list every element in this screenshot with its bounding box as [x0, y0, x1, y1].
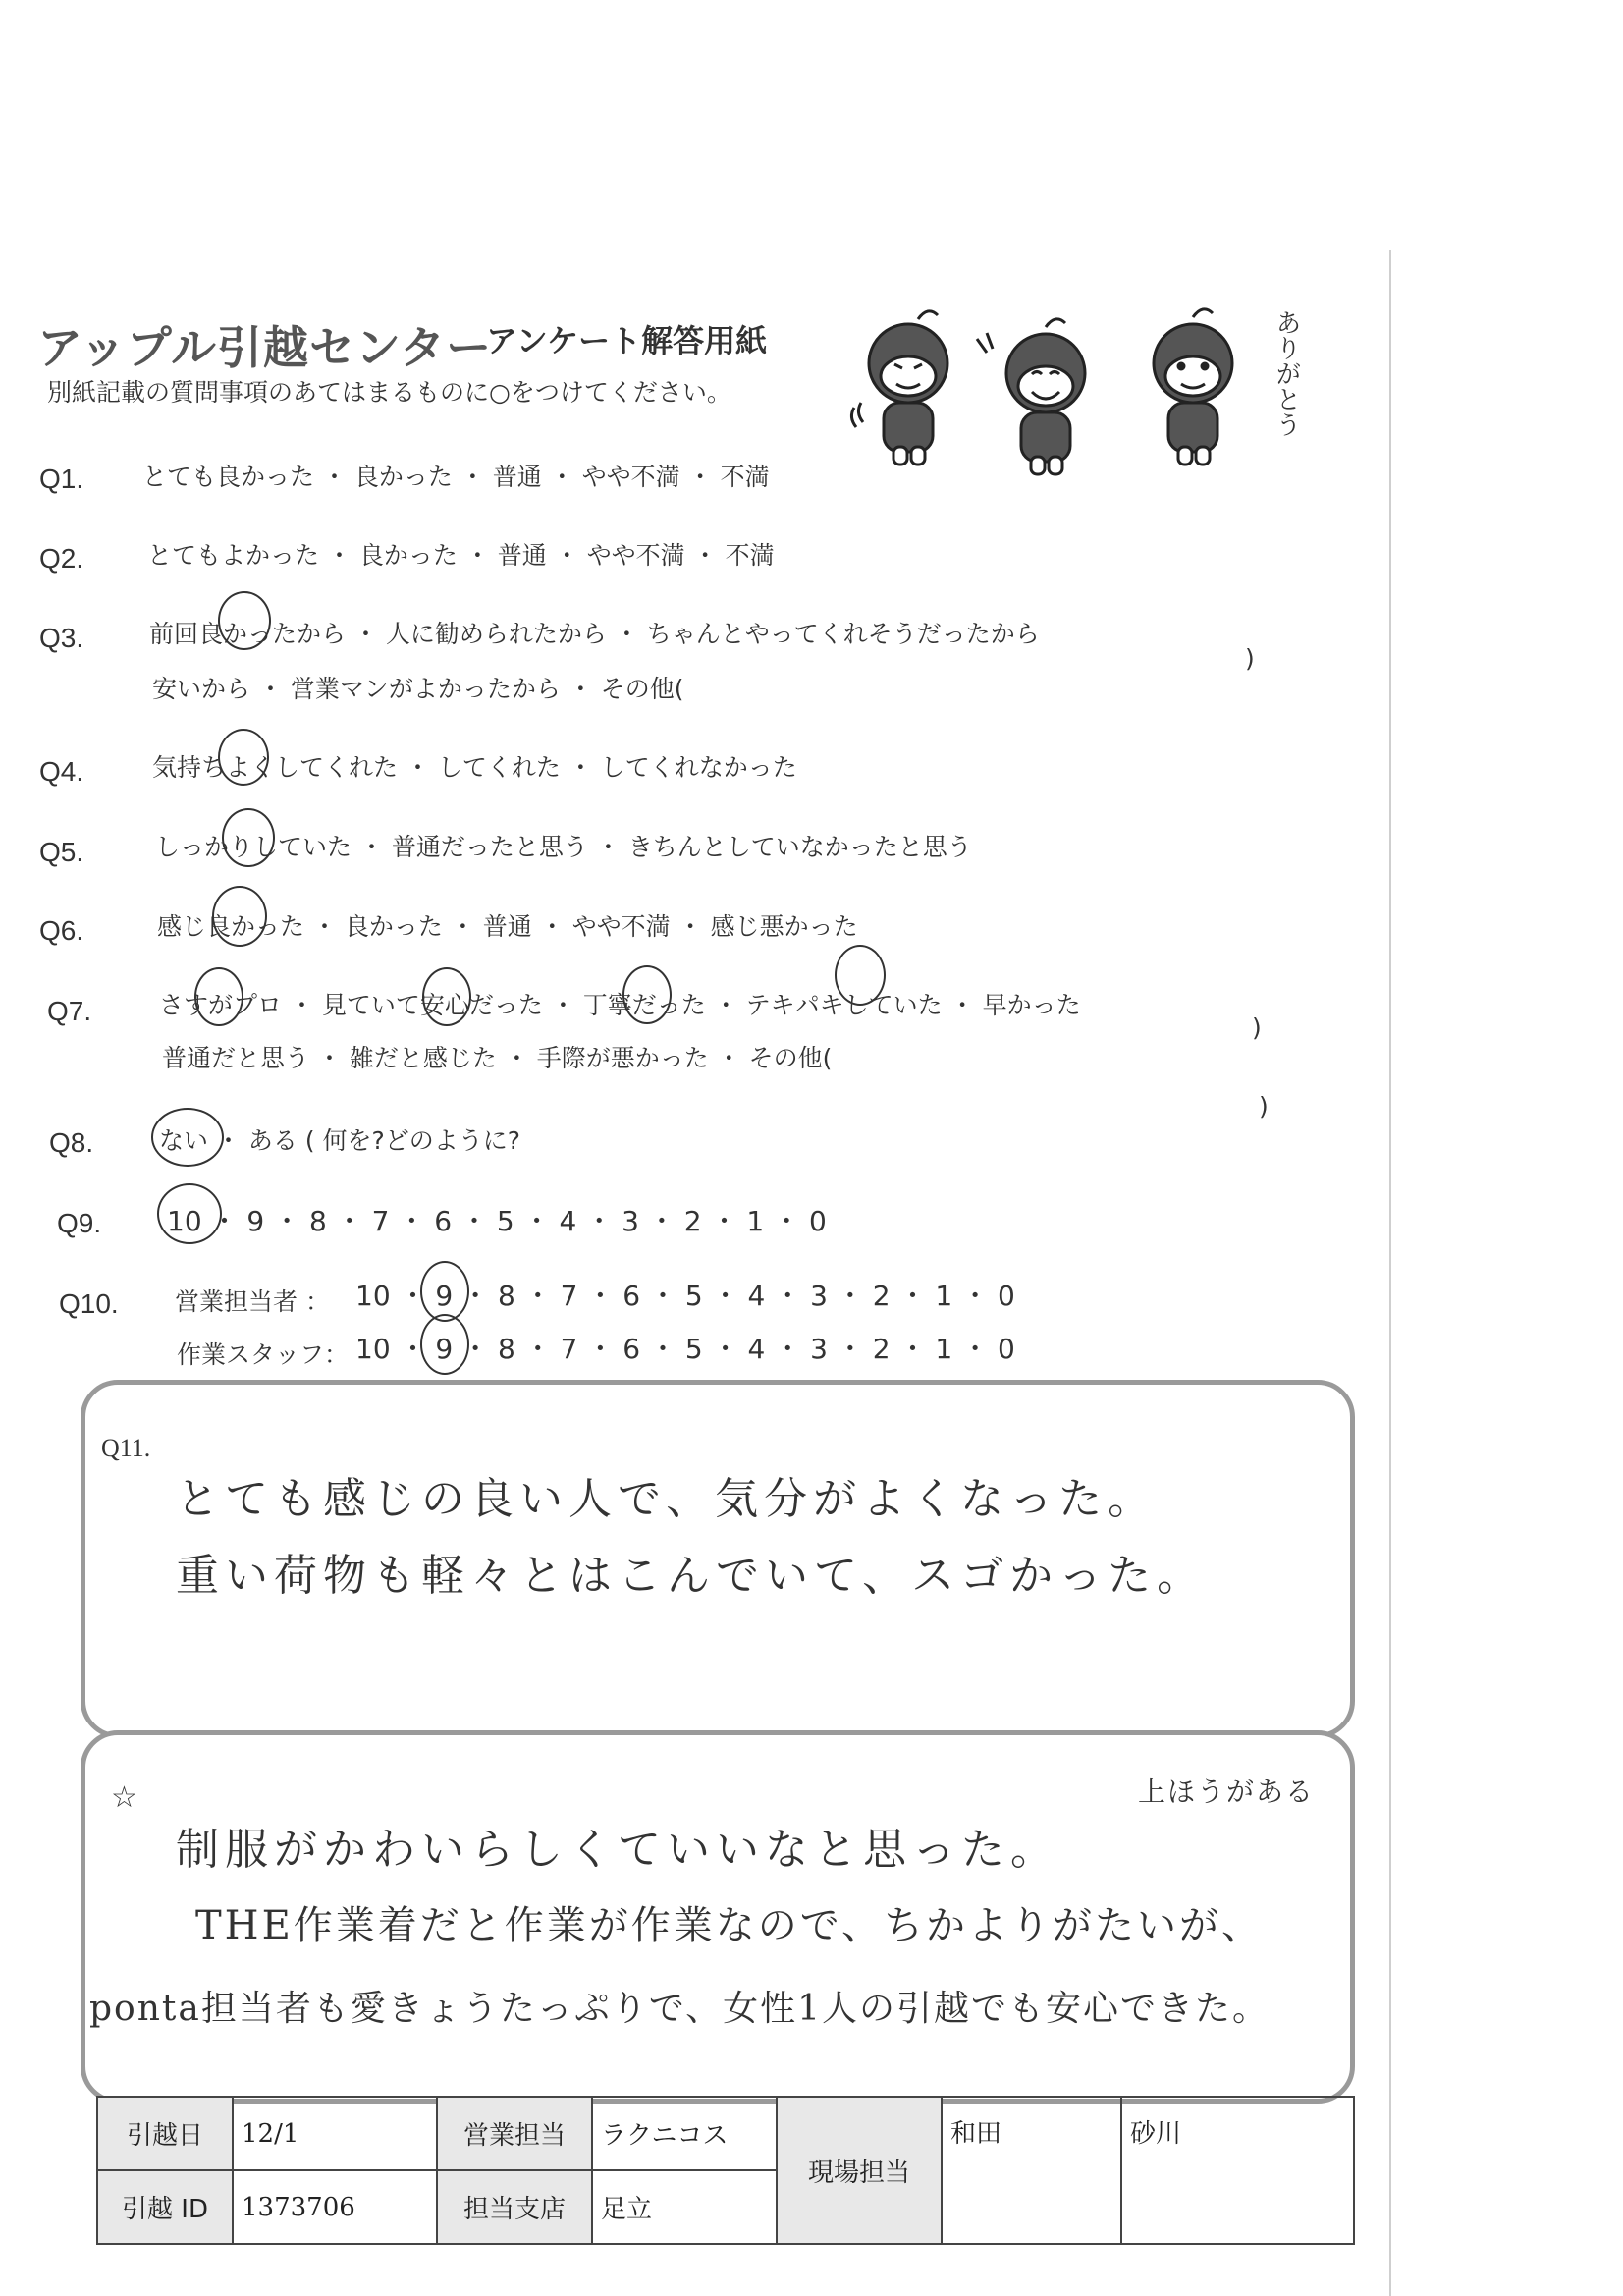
q7-answer-circle-3	[622, 965, 672, 1024]
q9-answer-circle	[157, 1183, 222, 1244]
q9-scale[interactable]: 10 ・ 9 ・ 8 ・ 7 ・ 6 ・ 5 ・ 4 ・ 3 ・ 2 ・ 1 ・ 0	[167, 1205, 827, 1237]
q3-close-paren: )	[1245, 644, 1255, 673]
instruction-text: 別紙記載の質問事項のあてはまるものに○をつけてください。	[47, 378, 731, 407]
q10-staff-scale[interactable]: 10 ・ 9 ・ 8 ・ 7 ・ 6 ・ 5 ・ 4 ・ 3 ・ 2 ・ 1 ・ 0	[355, 1333, 1015, 1365]
q7-label: Q7.	[47, 996, 92, 1026]
q6-answer-circle	[212, 886, 267, 947]
mascot-1	[851, 311, 947, 465]
q7-answer-circle-2	[422, 967, 471, 1026]
q6-label: Q6.	[39, 915, 84, 946]
free-comment-box[interactable]	[81, 1730, 1355, 2104]
mascot-2	[977, 319, 1085, 474]
q3-answer-circle	[218, 591, 271, 650]
q10-staff-answer-circle	[420, 1314, 469, 1375]
q10-label: Q10.	[59, 1288, 119, 1319]
sheet-title: アンケート解答用紙	[486, 322, 768, 359]
comment-handwriting-line3: ponta担当者も愛きょうたっぷりで、女性1人の引越でも安心できた。	[89, 1989, 1271, 2029]
q11-handwriting-line1: とても感じの良い人で、気分がよくなった。	[176, 1474, 1158, 1524]
mascot-illustration	[839, 300, 1311, 476]
mascot-caption: ありがとう	[1271, 309, 1301, 437]
q7-answer-circle-1	[194, 967, 243, 1026]
q10-sales-answer-circle	[420, 1261, 469, 1322]
q7-options-line2[interactable]: 普通だと思う ・ 雑だと感じた ・ 手際が悪かった ・ その他(	[162, 1044, 833, 1072]
comment-handwriting-line2: THE作業着だと作業が作業なので、ちかよりがたいが、	[195, 1903, 1264, 1948]
q7-options-line1[interactable]: さすがプロ ・ 見ていて安心だった ・ 丁寧だった ・ テキパキしていた ・ 早かった	[159, 991, 1081, 1019]
q10-sales-scale[interactable]: 10 ・ 9 ・ 8 ・ 7 ・ 6 ・ 5 ・ 4 ・ 3 ・ 2 ・ 1 ・ 0	[355, 1280, 1015, 1312]
q3-label: Q3.	[39, 623, 84, 653]
site-staff-1: 和田	[942, 2097, 1121, 2244]
q8-options[interactable]: ない ・ ある ( 何を?どのように?	[159, 1126, 521, 1155]
sales-label: 営業担当	[437, 2097, 592, 2170]
brand-title: アップル引越センター	[37, 321, 493, 374]
q4-label: Q4.	[39, 756, 84, 787]
q4-answer-circle	[218, 729, 269, 786]
branch-value: 足立	[592, 2170, 777, 2244]
star-label: ☆	[111, 1781, 137, 1814]
q10-staff-label: 作業スタッフ：	[177, 1340, 350, 1369]
q5-options[interactable]: しっかりしていた ・ 普通だったと思う ・ きちんとしていなかったと思う	[155, 833, 972, 861]
move-date-value: 12/1	[233, 2097, 437, 2170]
q6-options[interactable]: 感じ良かった ・ 良かった ・ 普通 ・ やや不満 ・ 感じ悪かった	[157, 912, 858, 941]
q5-answer-circle	[222, 808, 275, 867]
q2-label: Q2.	[39, 543, 84, 574]
q1-options[interactable]: とても良かった ・ 良かった ・ 普通 ・ やや不満 ・ 不満	[142, 463, 770, 491]
q8-answer-circle	[151, 1108, 224, 1167]
move-date-label: 引越日	[97, 2097, 233, 2170]
site-staff-label: 現場担当	[777, 2097, 942, 2244]
branch-label: 担当支店	[437, 2170, 592, 2244]
q5-label: Q5.	[39, 837, 84, 867]
mascot-3	[1154, 309, 1232, 465]
q8-label: Q8.	[49, 1127, 94, 1158]
q9-label: Q9.	[57, 1208, 102, 1238]
q8-close-paren: )	[1259, 1092, 1269, 1121]
q1-label: Q1.	[39, 464, 84, 494]
site-staff-2: 砂川	[1121, 2097, 1354, 2244]
q10-sales-label: 営業担当者 ：	[175, 1287, 330, 1316]
q7-answer-circle-4	[835, 945, 886, 1006]
q3-options-line2[interactable]: 安いから ・ 営業マンがよかったから ・ その他(	[152, 675, 684, 703]
q3-options-line1[interactable]: 前回良かったから ・ 人に勧められたから ・ ちゃんとやってくれそうだったから	[149, 620, 1040, 648]
staff-info-table	[96, 2096, 1355, 2245]
q11-handwriting-line2: 重い荷物も軽々とはこんでいて、スゴかった。	[176, 1551, 1207, 1601]
q4-options[interactable]: 気持ちよくしてくれた ・ してくれた ・ してくれなかった	[152, 753, 797, 782]
q2-options[interactable]: とてもよかった ・ 良かった ・ 普通 ・ やや不満 ・ 不満	[147, 541, 775, 570]
move-id-label: 引越 ID	[97, 2170, 233, 2244]
comment-handwriting-line1: 制服がかわいらしくていいなと思った。	[176, 1825, 1059, 1875]
q7-close-paren: )	[1252, 1013, 1262, 1042]
move-id-value: 1373706	[233, 2170, 437, 2244]
q11-label: Q11.	[101, 1434, 151, 1462]
page-edge	[1389, 250, 1391, 2296]
comment-handwriting-insert: 上ほうがある	[1138, 1776, 1316, 1808]
sales-value: ラクニコス	[592, 2097, 777, 2170]
q11-comment-box[interactable]	[81, 1380, 1355, 1738]
